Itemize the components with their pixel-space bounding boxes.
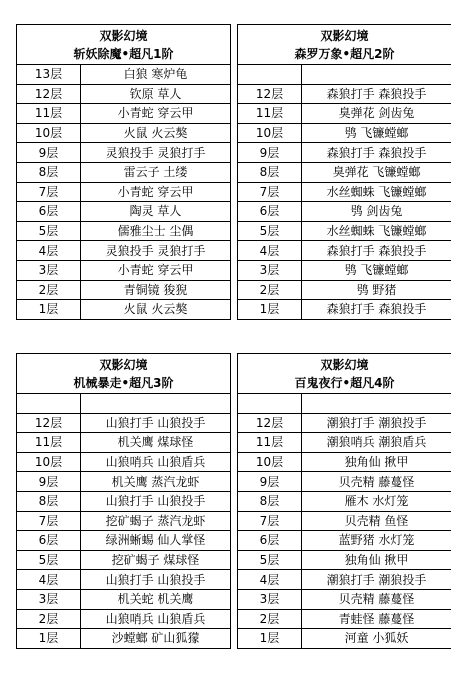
floor-cell: 7层: [17, 511, 81, 531]
floor-cell: 9层: [17, 472, 81, 492]
monster-cell: 雁木 水灯笼: [302, 491, 451, 511]
table-row: [238, 241, 451, 261]
monster-cell: 儒雅尘士 尘偶: [81, 221, 231, 241]
floor-cell: 12层: [17, 413, 81, 433]
header-content-cell: [81, 394, 231, 414]
table-row: [238, 609, 451, 629]
monster-cell: 挖矿蝎子 蒸汽龙虾: [81, 511, 231, 531]
floor-cell: 6层: [238, 202, 302, 222]
table-row: [17, 300, 231, 320]
monster-cell: 独角仙 揪甲: [302, 550, 451, 570]
monster-cell: 潮狼打手 潮狼投手: [302, 570, 451, 590]
monster-cell: 钦原 草人: [81, 84, 231, 104]
table-row: [238, 511, 451, 531]
monster-cell: 青蛙怪 藤蔓怪: [302, 609, 451, 629]
monster-cell: 小青蛇 穿云甲: [81, 182, 231, 202]
monster-cell: 森狼打手 森狼投手: [302, 300, 451, 320]
table-row: [238, 260, 451, 280]
monster-cell: 鸮 剑齿兔: [302, 202, 451, 222]
floor-cell: 12层: [238, 413, 302, 433]
floor-cell: 11层: [17, 104, 81, 124]
table-row: [238, 104, 451, 124]
monster-cell: 鸮 野猪: [302, 280, 451, 300]
table-row: [17, 65, 231, 85]
floor-cell: 4层: [238, 241, 302, 261]
title-row: [17, 25, 231, 65]
title-line-2: 斩妖除魔•超凡1阶: [73, 47, 174, 61]
floor-cell: 2层: [238, 280, 302, 300]
monster-cell: 蓝野猪 水灯笼: [302, 531, 451, 551]
floor-cell: 9层: [238, 472, 302, 492]
monster-cell: 灵狼投手 灵狼打手: [81, 241, 231, 261]
header-floor-cell: [238, 394, 302, 414]
floor-cell: 8层: [238, 162, 302, 182]
table-row: [17, 84, 231, 104]
monster-cell: 臭弹花 飞镰螳螂: [302, 162, 451, 182]
table-row: [238, 589, 451, 609]
table-row: [238, 84, 451, 104]
monster-cell: 鸮 飞镰螳螂: [302, 260, 451, 280]
table-body: [17, 25, 231, 320]
monster-cell: 绿洲蜥蜴 仙人掌怪: [81, 531, 231, 551]
monster-cell: 山狼打手 山狼投手: [81, 491, 231, 511]
title-line-2: 机械暴走•超凡3阶: [73, 376, 174, 390]
title-line-2: 森罗万象•超凡2阶: [294, 47, 395, 61]
monster-cell: 青铜镜 狻猊: [81, 280, 231, 300]
monster-cell: 机关鹰 蒸汽龙虾: [81, 472, 231, 492]
table-title: [238, 354, 451, 394]
header-floor-cell: [17, 394, 81, 414]
table-row: [17, 511, 231, 531]
table-row: [238, 162, 451, 182]
floor-cell: 3层: [238, 589, 302, 609]
floor-cell: 9层: [17, 143, 81, 163]
blank-header-row: [17, 394, 231, 414]
floor-cell: 3层: [17, 260, 81, 280]
floor-cell: 7层: [17, 182, 81, 202]
floor-cell: 4层: [17, 570, 81, 590]
floor-cell: 8层: [17, 491, 81, 511]
table-row: [17, 143, 231, 163]
floor-cell: 11层: [17, 433, 81, 453]
floor-cell: 6层: [238, 531, 302, 551]
floor-cell: 5层: [238, 550, 302, 570]
floor-cell: 5层: [238, 221, 302, 241]
floor-cell: 3层: [238, 260, 302, 280]
table-row: [238, 300, 451, 320]
table-row: [17, 280, 231, 300]
floor-cell: 1层: [17, 629, 81, 649]
floor-cell: 10层: [238, 452, 302, 472]
title-line-2: 百鬼夜行•超凡4阶: [294, 376, 395, 390]
monster-cell: 小青蛇 穿云甲: [81, 260, 231, 280]
floor-cell: 4层: [238, 570, 302, 590]
monster-cell: 鸮 飞镰螳螂: [302, 123, 451, 143]
table-row: [17, 123, 231, 143]
monster-cell: 山狼打手 山狼投手: [81, 413, 231, 433]
table-row: [17, 609, 231, 629]
monster-cell: 贝壳精 鱼怪: [302, 511, 451, 531]
header-floor-cell: [238, 65, 302, 85]
monster-cell: 独角仙 揪甲: [302, 452, 451, 472]
table-row: [17, 491, 231, 511]
table-row: [17, 629, 231, 649]
table-row: [238, 413, 451, 433]
floor-cell: 1层: [17, 300, 81, 320]
monster-cell: 臭弹花 剑齿兔: [302, 104, 451, 124]
table-row: [238, 143, 451, 163]
monster-cell: 山狼哨兵 山狼盾兵: [81, 609, 231, 629]
floor-cell: 2层: [17, 280, 81, 300]
monster-cell: 贝壳精 藤蔓怪: [302, 589, 451, 609]
floor-cell: 3层: [17, 589, 81, 609]
monster-cell: 雷云子 土缕: [81, 162, 231, 182]
title-row: [238, 354, 451, 394]
floor-cell: 10层: [17, 452, 81, 472]
table-tier-3: [16, 353, 231, 649]
monster-cell: 火鼠 火云獒: [81, 123, 231, 143]
table-row: [238, 280, 451, 300]
floor-cell: 11层: [238, 104, 302, 124]
table-row: [17, 589, 231, 609]
title-line-1: 双影幻境: [99, 29, 148, 43]
table-row: [238, 182, 451, 202]
floor-cell: 6层: [17, 202, 81, 222]
table-row: [17, 260, 231, 280]
floor-cell: 7层: [238, 511, 302, 531]
monster-cell: 河童 小狐妖: [302, 629, 451, 649]
table-tier-2: [237, 24, 451, 320]
monster-cell: 森狼打手 森狼投手: [302, 84, 451, 104]
table-tier-4: [237, 353, 451, 649]
monster-cell: 挖矿蝎子 煤球怪: [81, 550, 231, 570]
monster-cell: 白狼 寒炉龟: [81, 65, 231, 85]
monster-cell: 森狼打手 森狼投手: [302, 241, 451, 261]
floor-cell: 1层: [238, 629, 302, 649]
floor-cell: 11层: [238, 433, 302, 453]
monster-cell: 灵狼投手 灵狼打手: [81, 143, 231, 163]
blank-header-row: [238, 394, 451, 414]
table-row: [238, 472, 451, 492]
monster-cell: 陶灵 草人: [81, 202, 231, 222]
table-row: [238, 433, 451, 453]
table-body: [238, 354, 451, 649]
table-tier-1: [16, 24, 231, 320]
monster-cell: 潮狼打手 潮狼投手: [302, 413, 451, 433]
title-line-1: 双影幻境: [99, 358, 148, 372]
monster-cell: 火鼠 火云獒: [81, 300, 231, 320]
table-row: [17, 472, 231, 492]
table-row: [17, 162, 231, 182]
monster-cell: 森狼打手 森狼投手: [302, 143, 451, 163]
table-row: [17, 104, 231, 124]
monster-cell: 沙螳螂 矿山狐獴: [81, 629, 231, 649]
table-row: [17, 452, 231, 472]
table-row: [238, 550, 451, 570]
floor-cell: 8层: [17, 162, 81, 182]
monster-cell: 机关蛇 机关鹰: [81, 589, 231, 609]
table-row: [238, 491, 451, 511]
table-body: [17, 354, 231, 649]
title-row: [238, 25, 451, 65]
table-title: [17, 354, 231, 394]
table-row: [17, 413, 231, 433]
table-row: [238, 629, 451, 649]
table-row: [238, 531, 451, 551]
table-row: [17, 202, 231, 222]
title-row: [17, 354, 231, 394]
monster-cell: 山狼哨兵 山狼盾兵: [81, 452, 231, 472]
table-row: [238, 221, 451, 241]
monster-cell: 水丝蜘蛛 飞镰螳螂: [302, 221, 451, 241]
monster-cell: 潮狼哨兵 潮狼盾兵: [302, 433, 451, 453]
floor-cell: 12层: [17, 84, 81, 104]
table-row: [17, 433, 231, 453]
title-line-1: 双影幻境: [320, 29, 369, 43]
monster-cell: 山狼打手 山狼投手: [81, 570, 231, 590]
table-row: [238, 452, 451, 472]
floor-cell: 7层: [238, 182, 302, 202]
floor-cell: 9层: [238, 143, 302, 163]
monster-cell: 水丝蜘蛛 飞镰螳螂: [302, 182, 451, 202]
monster-cell: 贝壳精 藤蔓怪: [302, 472, 451, 492]
floor-cell: 5层: [17, 550, 81, 570]
floor-cell: 1层: [238, 300, 302, 320]
floor-cell: 4层: [17, 241, 81, 261]
monster-cell: 机关鹰 煤球怪: [81, 433, 231, 453]
floor-cell: 12层: [238, 84, 302, 104]
table-row: [17, 241, 231, 261]
floor-cell: 2层: [17, 609, 81, 629]
table-row: [17, 550, 231, 570]
table-row: [17, 570, 231, 590]
table-title: [238, 25, 451, 65]
table-row: [238, 570, 451, 590]
floor-cell: 8层: [238, 491, 302, 511]
floor-cell: 13层: [17, 65, 81, 85]
header-content-cell: [302, 394, 451, 414]
table-row: [17, 531, 231, 551]
floor-cell: 6层: [17, 531, 81, 551]
table-row: [17, 182, 231, 202]
floor-cell: 5层: [17, 221, 81, 241]
floor-cell: 10层: [238, 123, 302, 143]
title-line-1: 双影幻境: [320, 358, 369, 372]
floor-cell: 10层: [17, 123, 81, 143]
blank-header-row: [238, 65, 451, 85]
table-row: [238, 123, 451, 143]
table-body: [238, 25, 451, 320]
monster-cell: 小青蛇 穿云甲: [81, 104, 231, 124]
table-row: [17, 221, 231, 241]
header-content-cell: [302, 65, 451, 85]
floor-cell: 2层: [238, 609, 302, 629]
table-title: [17, 25, 231, 65]
table-row: [238, 202, 451, 222]
